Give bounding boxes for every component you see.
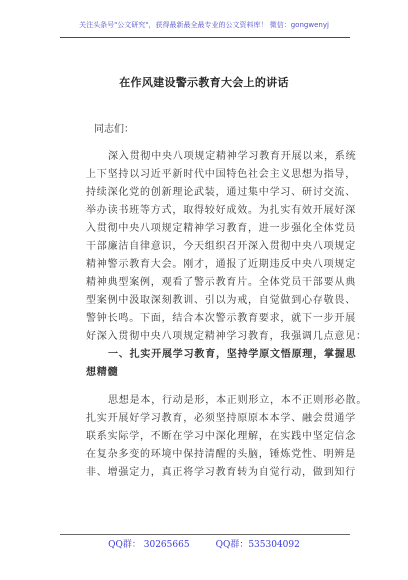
header-note: 关注头条号"公文研究"，获得最新最全最专业的公文资料库！ 微信：gongwenyj [79, 21, 329, 29]
body-line: 入贯彻中央八项规定精神学习教育，进一步强化全体党员 [86, 223, 356, 234]
body-line: 干部廉洁自律意识，今天组织召开深入贯彻中央八项规定 [86, 241, 356, 252]
body-line: 思想是本，行动是形，本正则形立，本不正则形必散。 [108, 395, 368, 406]
section-heading: 一、扎实开展学习教育，坚持学原文悟原理，掌握思 [108, 349, 357, 360]
document-title: 在作风建设警示教育大会上的讲话 [119, 76, 289, 89]
body-line: 深入贯彻中央八项规定精神学习教育开展以来，系统 [108, 151, 357, 162]
body-line: 扎实开展好学习教育，必须坚持原原本本学、融会贯通学 [86, 413, 356, 424]
body-line: 精神典型案例，观看了警示教育片。全体党员干部要从典 [86, 277, 356, 288]
body-line: 在复杂多变的环境中保持清醒的头脑，锤炼党性、明辨是 [86, 449, 356, 460]
footer-divider [60, 534, 350, 535]
body-line: 型案例中汲取深刻教训、引以为戒，自觉做到心存敬畏、 [86, 295, 356, 306]
body-line: 好深入贯彻中央八项规定精神学习教育，我强调几点意见： [86, 331, 367, 342]
body-line: 上下坚持以习近平新时代中国特色社会主义思想为指导， [86, 169, 356, 180]
body-line: 举办读书班等方式，取得较好成效。为扎实有效开展好深 [86, 205, 356, 216]
body-line: 联系实际学，不断在学习中深化理解，在实践中坚定信念 [86, 431, 356, 442]
footer-contacts [0, 537, 408, 550]
body-line: 精神警示教育大会。刚才，通报了近期违反中央八项规定 [86, 259, 356, 270]
footer-qq-group-2: QQ群：535304092 [215, 540, 300, 550]
salutation: 同志们： [94, 124, 134, 135]
section-heading-continued: 想精髓 [86, 367, 119, 378]
footer-qq-group-1: QQ群： 30265665 [108, 540, 190, 550]
body-line: 非、增强定力，真正将学习教育转为自觉行动，做到知行 [86, 467, 356, 478]
header-divider [60, 37, 350, 38]
body-line: 警钟长鸣。下面，结合本次警示教育要求，就下一步开展 [86, 313, 356, 324]
body-line: 持续深化党的创新理论武装，通过集中学习、研讨交流、 [86, 187, 356, 198]
